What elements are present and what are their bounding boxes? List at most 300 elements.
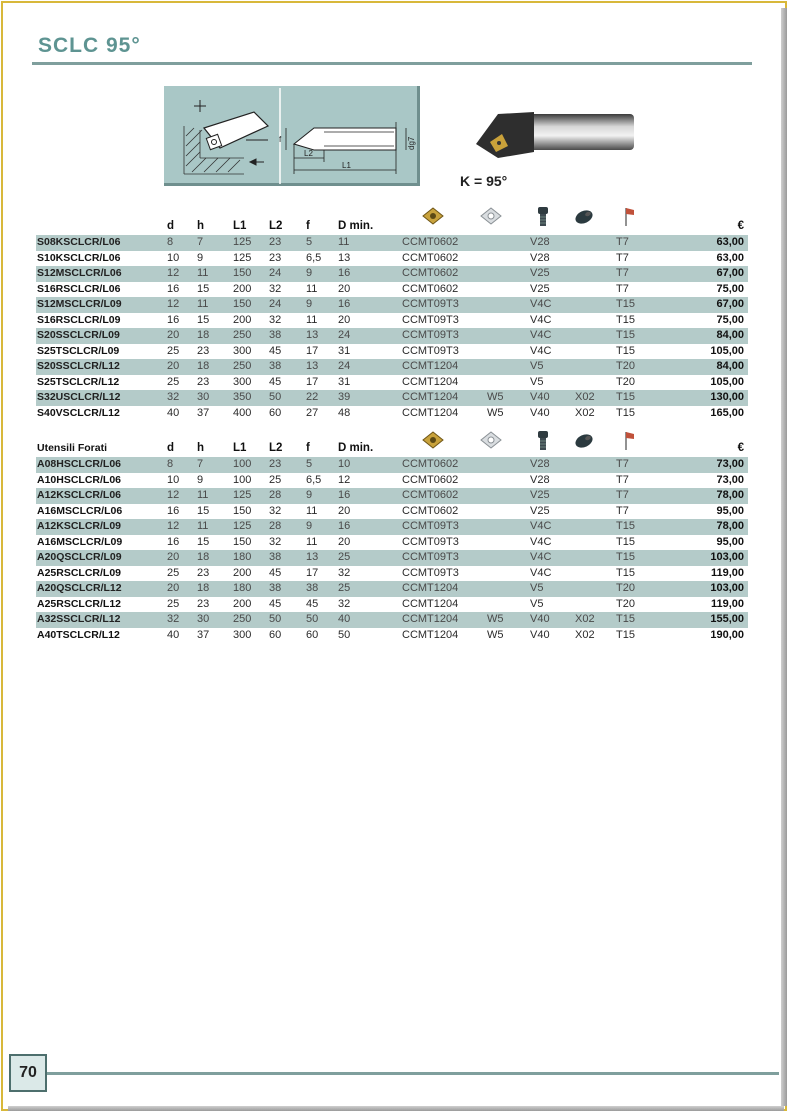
cell-code: S16RSCLCR/L09 xyxy=(37,313,121,326)
tool-photo xyxy=(468,100,638,170)
tool-photo-svg xyxy=(468,100,638,170)
cell-ins: CCMT09T3 xyxy=(402,329,459,341)
cell-t: T15 xyxy=(616,566,635,579)
header-f: f xyxy=(306,442,310,454)
table-row xyxy=(36,488,748,504)
cell-v: V5 xyxy=(530,597,544,610)
cell-code: S32USCLCR/L12 xyxy=(37,391,121,403)
cell-h: 9 xyxy=(197,473,204,486)
cell-l2: 32 xyxy=(269,504,282,517)
cell-v: V25 xyxy=(530,282,550,295)
cell-l1: 350 xyxy=(233,391,252,403)
cell-l1: 150 xyxy=(233,535,252,548)
table-row xyxy=(36,581,748,597)
table-row xyxy=(36,297,748,313)
cell-l1: 300 xyxy=(233,344,252,357)
cell-f: 6,5 xyxy=(306,251,322,264)
cell-h: 15 xyxy=(197,313,210,326)
cell-price: 73,00 xyxy=(716,473,744,486)
technical-drawing-svg xyxy=(164,86,420,186)
drawing-label-l1: L1 xyxy=(342,161,351,170)
cell-d: 10 xyxy=(167,473,180,486)
cell-v: V25 xyxy=(530,504,550,517)
cell-dmin: 20 xyxy=(338,504,351,517)
cell-ins: CCMT0602 xyxy=(402,282,459,295)
k-angle-label: K = 95° xyxy=(460,173,508,189)
cell-h: 18 xyxy=(197,360,210,372)
cell-h: 18 xyxy=(197,329,210,341)
cell-code: S20SSCLCR/L12 xyxy=(37,360,120,372)
cell-f: 13 xyxy=(306,360,319,372)
cell-f: 13 xyxy=(306,551,319,563)
cell-dmin: 48 xyxy=(338,406,351,419)
cell-dmin: 25 xyxy=(338,551,351,563)
cell-dmin: 24 xyxy=(338,329,351,341)
cell-ins: CCMT1204 xyxy=(402,597,459,610)
technical-drawing xyxy=(164,86,420,186)
cell-ins: CCMT09T3 xyxy=(402,535,459,548)
title-rule xyxy=(32,62,752,65)
cell-v: V4C xyxy=(530,566,552,579)
table-row xyxy=(36,519,748,535)
footer-rule xyxy=(47,1072,779,1075)
cell-price: 119,00 xyxy=(710,597,744,610)
cell-l2: 24 xyxy=(269,298,282,310)
cell-f: 45 xyxy=(306,597,319,610)
cell-t: T7 xyxy=(616,251,629,264)
table-row xyxy=(36,235,748,251)
cell-ins: CCMT1204 xyxy=(402,628,459,641)
cell-ins: CCMT09T3 xyxy=(402,313,459,326)
cell-ins: CCMT1204 xyxy=(402,375,459,388)
cell-l2: 25 xyxy=(269,473,282,486)
cell-price: 165,00 xyxy=(710,406,744,419)
cell-v: V40 xyxy=(530,406,550,419)
table-row xyxy=(36,282,748,298)
cell-f: 17 xyxy=(306,344,319,357)
cell-x: X02 xyxy=(575,613,595,625)
table-row xyxy=(36,504,748,520)
cell-v: V40 xyxy=(530,628,550,641)
cell-ins: CCMT09T3 xyxy=(402,520,459,532)
cell-h: 11 xyxy=(197,298,209,310)
cell-x: X02 xyxy=(575,628,595,641)
cell-t: T7 xyxy=(616,282,629,295)
cell-dmin: 31 xyxy=(338,375,351,388)
cell-h: 7 xyxy=(197,458,204,470)
product-table-2 xyxy=(36,440,748,643)
cell-d: 12 xyxy=(167,520,180,532)
cell-l2: 32 xyxy=(269,313,282,326)
cell-f: 11 xyxy=(306,282,318,295)
table-row xyxy=(36,359,748,375)
table-row xyxy=(36,628,748,644)
cell-t: T20 xyxy=(616,582,635,594)
cell-l1: 180 xyxy=(233,582,252,594)
cell-dmin: 25 xyxy=(338,582,351,594)
cell-l2: 38 xyxy=(269,360,282,372)
cell-l1: 150 xyxy=(233,267,252,279)
cell-t: T15 xyxy=(616,613,635,625)
cell-price: 73,00 xyxy=(716,458,744,470)
cell-d: 25 xyxy=(167,566,180,579)
cell-l1: 150 xyxy=(233,298,252,310)
cell-l1: 125 xyxy=(233,251,252,264)
cell-price: 63,00 xyxy=(716,236,744,248)
cell-l2: 38 xyxy=(269,582,282,594)
cell-code: S12MSCLCR/L06 xyxy=(37,267,122,279)
cell-dmin: 12 xyxy=(338,473,351,486)
cell-ins: CCMT0602 xyxy=(402,267,459,279)
cell-l1: 300 xyxy=(233,628,252,641)
cell-dmin: 40 xyxy=(338,613,351,625)
cell-h: 30 xyxy=(197,391,210,403)
cell-price: 67,00 xyxy=(716,298,744,310)
table-row xyxy=(36,313,748,329)
cell-l1: 250 xyxy=(233,329,252,341)
cell-code: A10HSCLCR/L06 xyxy=(37,473,122,486)
cell-code: S40VSCLCR/L12 xyxy=(37,406,120,419)
cell-f: 11 xyxy=(306,504,318,517)
cell-d: 32 xyxy=(167,391,180,403)
cell-h: 11 xyxy=(197,267,209,279)
cell-t: T15 xyxy=(616,329,635,341)
table-row xyxy=(36,406,748,422)
cell-l1: 200 xyxy=(233,282,252,295)
cell-v: V4C xyxy=(530,344,552,357)
cell-dmin: 11 xyxy=(338,236,350,248)
table-header xyxy=(36,218,748,235)
table-row xyxy=(36,473,748,489)
cell-code: A12KSCLCR/L09 xyxy=(37,520,122,532)
cell-v: V4C xyxy=(530,535,552,548)
table-row xyxy=(36,566,748,582)
cell-ins: CCMT09T3 xyxy=(402,551,459,563)
cell-code: A08HSCLCR/L06 xyxy=(37,458,122,470)
cell-dmin: 24 xyxy=(338,360,351,372)
cell-v: V4C xyxy=(530,329,552,341)
cell-w: W5 xyxy=(487,406,504,419)
cell-h: 23 xyxy=(197,375,210,388)
table-row xyxy=(36,597,748,613)
cell-d: 40 xyxy=(167,628,180,641)
header-price: € xyxy=(737,442,744,454)
cell-d: 25 xyxy=(167,597,180,610)
cell-h: 15 xyxy=(197,282,210,295)
page-title: SCLC 95° xyxy=(38,34,141,57)
cell-w: W5 xyxy=(487,628,504,641)
cell-h: 9 xyxy=(197,251,204,264)
cell-ins: CCMT1204 xyxy=(402,613,459,625)
cell-t: T20 xyxy=(616,597,635,610)
cell-l2: 23 xyxy=(269,251,282,264)
cell-dmin: 16 xyxy=(338,489,351,501)
cell-v: V40 xyxy=(530,391,550,403)
cell-f: 27 xyxy=(306,406,319,419)
header-l2: L2 xyxy=(269,442,283,454)
table-row xyxy=(36,375,748,391)
cell-l2: 60 xyxy=(269,628,282,641)
cell-d: 25 xyxy=(167,344,180,357)
page-shadow-bottom xyxy=(8,1106,784,1111)
cell-h: 18 xyxy=(197,582,210,594)
cell-l1: 300 xyxy=(233,375,252,388)
cell-f: 17 xyxy=(306,375,319,388)
cell-code: A16MSCLCR/L06 xyxy=(37,504,123,517)
cell-ins: CCMT0602 xyxy=(402,236,459,248)
cell-v: V5 xyxy=(530,582,544,594)
header-h: h xyxy=(197,442,205,454)
cell-l2: 45 xyxy=(269,566,282,579)
cell-l2: 32 xyxy=(269,535,282,548)
cell-t: T15 xyxy=(616,344,635,357)
cell-ins: CCMT1204 xyxy=(402,360,459,372)
cell-code: S20SSCLCR/L09 xyxy=(37,329,120,341)
cell-f: 11 xyxy=(306,535,318,548)
cell-price: 95,00 xyxy=(716,504,744,517)
cell-price: 103,00 xyxy=(710,551,744,563)
cell-d: 20 xyxy=(167,360,180,372)
cell-l1: 100 xyxy=(233,473,252,486)
cell-l2: 50 xyxy=(269,613,282,625)
cell-price: 67,00 xyxy=(716,267,744,279)
cell-price: 63,00 xyxy=(716,251,744,264)
cell-dmin: 16 xyxy=(338,298,351,310)
cell-t: T15 xyxy=(616,298,635,310)
cell-price: 155,00 xyxy=(710,613,744,625)
header-h: h xyxy=(197,220,205,232)
cell-d: 16 xyxy=(167,535,180,548)
cell-h: 7 xyxy=(197,236,204,248)
header-f: f xyxy=(306,220,310,232)
cell-h: 23 xyxy=(197,344,210,357)
cell-ins: CCMT0602 xyxy=(402,473,459,486)
cell-f: 11 xyxy=(306,313,318,326)
cell-l1: 180 xyxy=(233,551,252,563)
cell-l2: 60 xyxy=(269,406,282,419)
cell-d: 16 xyxy=(167,282,180,295)
cell-price: 78,00 xyxy=(716,489,744,501)
cell-x: X02 xyxy=(575,391,595,403)
cell-w: W5 xyxy=(487,613,504,625)
cell-l2: 23 xyxy=(269,236,282,248)
header-price: € xyxy=(737,220,744,232)
cell-l2: 23 xyxy=(269,458,282,470)
cell-d: 16 xyxy=(167,313,180,326)
cell-dmin: 13 xyxy=(338,251,351,264)
cell-v: V4C xyxy=(530,313,552,326)
cell-l1: 250 xyxy=(233,360,252,372)
cell-code: S08KSCLCR/L06 xyxy=(37,236,121,248)
cell-l2: 45 xyxy=(269,344,282,357)
cell-price: 105,00 xyxy=(710,344,744,357)
cell-code: S10KSCLCR/L06 xyxy=(37,251,121,264)
cell-ins: CCMT09T3 xyxy=(402,566,459,579)
cell-ins: CCMT0602 xyxy=(402,504,459,517)
cell-v: V5 xyxy=(530,360,544,372)
cell-t: T15 xyxy=(616,313,635,326)
cell-dmin: 32 xyxy=(338,566,351,579)
cell-f: 38 xyxy=(306,582,319,594)
cell-f: 9 xyxy=(306,298,313,310)
cell-dmin: 32 xyxy=(338,597,351,610)
cell-d: 20 xyxy=(167,582,180,594)
cell-t: T15 xyxy=(616,406,635,419)
cell-v: V4C xyxy=(530,298,552,310)
cell-code: S12MSCLCR/L09 xyxy=(37,298,122,310)
product-table-1 xyxy=(36,218,748,421)
cell-dmin: 20 xyxy=(338,535,351,548)
cell-dmin: 20 xyxy=(338,282,351,295)
header-code: Utensili Forati xyxy=(37,442,108,454)
cell-f: 22 xyxy=(306,391,319,403)
cell-v: V25 xyxy=(530,489,550,501)
cell-dmin: 31 xyxy=(338,344,351,357)
cell-t: T15 xyxy=(616,628,635,641)
cell-l2: 45 xyxy=(269,375,282,388)
cell-h: 23 xyxy=(197,566,210,579)
cell-h: 15 xyxy=(197,504,210,517)
cell-l1: 125 xyxy=(233,520,252,532)
drawing-label-f: f xyxy=(279,135,282,144)
cell-h: 30 xyxy=(197,613,210,625)
cell-code: S25TSCLCR/L12 xyxy=(37,375,120,388)
cell-t: T7 xyxy=(616,504,629,517)
cell-t: T15 xyxy=(616,551,635,563)
cell-price: 190,00 xyxy=(710,628,744,641)
cell-h: 23 xyxy=(197,597,210,610)
cell-l2: 50 xyxy=(269,391,282,403)
cell-dmin: 16 xyxy=(338,267,351,279)
header-dmin: D min. xyxy=(338,220,374,232)
cell-price: 78,00 xyxy=(716,520,744,532)
cell-l1: 200 xyxy=(233,566,252,579)
cell-h: 11 xyxy=(197,489,209,501)
table-row xyxy=(36,251,748,267)
cell-price: 130,00 xyxy=(710,391,744,403)
cell-d: 20 xyxy=(167,551,180,563)
header-dmin: D min. xyxy=(338,442,374,454)
cell-l2: 45 xyxy=(269,597,282,610)
cell-x: X02 xyxy=(575,406,595,419)
cell-t: T15 xyxy=(616,391,635,403)
cell-t: T7 xyxy=(616,458,629,470)
header-d: d xyxy=(167,442,175,454)
cell-l2: 32 xyxy=(269,282,282,295)
cell-f: 9 xyxy=(306,520,313,532)
cell-code: A16MSCLCR/L09 xyxy=(37,535,123,548)
table-header xyxy=(36,440,748,457)
cell-price: 103,00 xyxy=(710,582,744,594)
cell-d: 16 xyxy=(167,504,180,517)
cell-v: V28 xyxy=(530,236,550,248)
cell-v: V5 xyxy=(530,375,544,388)
cell-l1: 200 xyxy=(233,597,252,610)
cell-h: 11 xyxy=(197,520,209,532)
cell-code: A32SSCLCR/L12 xyxy=(37,613,121,625)
cell-t: T20 xyxy=(616,375,635,388)
cell-d: 8 xyxy=(167,458,174,470)
cell-t: T15 xyxy=(616,520,635,532)
cell-price: 119,00 xyxy=(710,566,744,579)
cell-l2: 24 xyxy=(269,267,282,279)
cell-f: 50 xyxy=(306,613,319,625)
table-row xyxy=(36,344,748,360)
cell-d: 12 xyxy=(167,489,180,501)
cell-l2: 38 xyxy=(269,329,282,341)
table-row xyxy=(36,612,748,628)
cell-l1: 200 xyxy=(233,313,252,326)
cell-f: 6,5 xyxy=(306,473,322,486)
cell-d: 10 xyxy=(167,251,180,264)
cell-code: A12KSCLCR/L06 xyxy=(37,489,122,501)
cell-t: T15 xyxy=(616,535,635,548)
cell-price: 105,00 xyxy=(710,375,744,388)
cell-t: T7 xyxy=(616,473,629,486)
cell-ins: CCMT1204 xyxy=(402,582,459,594)
header-d: d xyxy=(167,220,175,232)
cell-f: 13 xyxy=(306,329,319,341)
cell-w: W5 xyxy=(487,391,504,403)
cell-l1: 400 xyxy=(233,406,252,419)
header-l1: L1 xyxy=(233,220,247,232)
cell-code: A40TSCLCR/L12 xyxy=(37,628,120,641)
table-row xyxy=(36,457,748,473)
cell-code: A25RSCLCR/L12 xyxy=(37,597,122,610)
cell-v: V28 xyxy=(530,458,550,470)
cell-dmin: 50 xyxy=(338,628,351,641)
cell-ins: CCMT1204 xyxy=(402,406,459,419)
cell-f: 5 xyxy=(306,458,313,470)
cell-l1: 100 xyxy=(233,458,252,470)
cell-f: 9 xyxy=(306,267,313,279)
table-row xyxy=(36,266,748,282)
cell-h: 15 xyxy=(197,535,210,548)
cell-price: 95,00 xyxy=(716,535,744,548)
cell-l1: 250 xyxy=(233,613,252,625)
cell-f: 5 xyxy=(306,236,313,248)
cell-price: 75,00 xyxy=(716,282,744,295)
cell-t: T20 xyxy=(616,360,635,372)
cell-dmin: 20 xyxy=(338,313,351,326)
cell-v: V4C xyxy=(530,551,552,563)
cell-v: V25 xyxy=(530,267,550,279)
cell-l2: 28 xyxy=(269,520,282,532)
drawing-label-l2: L2 xyxy=(304,149,313,158)
cell-t: T7 xyxy=(616,489,629,501)
table-row xyxy=(36,328,748,344)
cell-f: 60 xyxy=(306,628,319,641)
cell-t: T7 xyxy=(616,267,629,279)
cell-d: 20 xyxy=(167,329,180,341)
drawing-label-dg7: dg7 xyxy=(407,136,416,150)
cell-price: 84,00 xyxy=(716,360,744,372)
cell-t: T7 xyxy=(616,236,629,248)
cell-h: 37 xyxy=(197,628,210,641)
cell-ins: CCMT0602 xyxy=(402,251,459,264)
cell-d: 8 xyxy=(167,236,174,248)
cell-h: 18 xyxy=(197,551,210,563)
header-l1: L1 xyxy=(233,442,247,454)
table-row xyxy=(36,390,748,406)
cell-code: A20QSCLCR/L09 xyxy=(37,551,122,563)
cell-price: 84,00 xyxy=(716,329,744,341)
cell-ins: CCMT0602 xyxy=(402,489,459,501)
cell-d: 12 xyxy=(167,298,180,310)
cell-code: A20QSCLCR/L12 xyxy=(37,582,122,594)
cell-price: 75,00 xyxy=(716,313,744,326)
cell-d: 32 xyxy=(167,613,180,625)
